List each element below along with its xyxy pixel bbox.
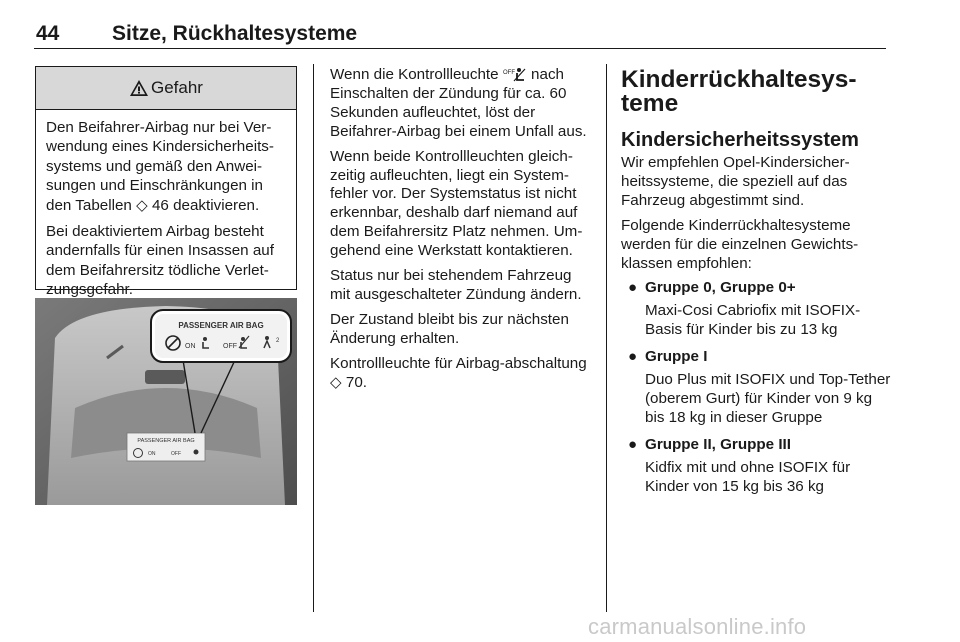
callout-number: 2 bbox=[276, 338, 280, 344]
middle-paragraph-3: Status nur bei stehendem Fahrzeug mit ausgeschalteter Zündung ändern. bbox=[330, 267, 582, 303]
warning-paragraph-2: Bei deaktiviertem Airbag besteht andernfalls für einen Insassen auf dem Beifahrersitz tödliche Verlet-zungsgefahr. bbox=[46, 223, 274, 299]
list-item bbox=[621, 348, 891, 428]
list-item-text: Maxi-Cosi Cabriofix mit ISOFIX-Basis für Kinder bis zu 13 kg bbox=[645, 302, 861, 339]
middle-paragraph-1: Wenn die Kontrollleuchte OFF nach Einschalten der Zündung für ca. 60 Sekunden aufleuchtet, löst der Beifahrer-Airbag bei einem Unfall aus. bbox=[330, 66, 587, 140]
bullet-icon: ● bbox=[628, 435, 638, 453]
bullet-icon: ● bbox=[628, 279, 638, 297]
panel-on: ON bbox=[148, 451, 156, 457]
warning-triangle-icon bbox=[129, 79, 149, 97]
airbag-indicator-photo bbox=[35, 298, 297, 505]
warning-title: Gefahr bbox=[151, 78, 203, 97]
panel-title: PASSENGER AIR BAG bbox=[137, 438, 195, 444]
callout-on: ON bbox=[185, 343, 196, 350]
heading-child-safety-system: Kindersicherheitssystem bbox=[621, 129, 859, 151]
list-item bbox=[621, 279, 891, 340]
list-item-title: Gruppe I bbox=[645, 348, 708, 366]
airbag-off-indicator-icon bbox=[503, 67, 527, 82]
warning-header bbox=[36, 67, 296, 110]
right-paragraph-1: Wir empfehlen Opel-Kindersicher-heitssysteme, die speziell auf das Fahrzeug abgestimmt sind. bbox=[621, 154, 850, 209]
page-header bbox=[34, 14, 886, 49]
middle-paragraph-4: Der Zustand bleibt bis zur nächsten Änderung erhalten. bbox=[330, 310, 569, 347]
callout-off: OFF bbox=[223, 343, 237, 350]
right-paragraph-2: Folgende Kinderrückhaltesysteme werden für die einzelnen Gewichts-klassen empfohlen: bbox=[621, 216, 859, 272]
panel-off: OFF bbox=[171, 451, 181, 457]
column-divider-right bbox=[606, 64, 607, 612]
svg-text:OFF: OFF bbox=[502, 70, 515, 77]
section-title: Sitze, Rückhaltesysteme bbox=[112, 22, 358, 45]
middle-paragraph-2: Wenn beide Kontrollleuchten gleich-zeitig aufleuchten, liegt ein System-fehler vor. Der Systemstatus ist nicht erkennbar, deshalb darf niemand auf dem Beifahrersitz Platz nehmen. Um-gehend eine Werkstatt kontaktieren. bbox=[330, 147, 583, 260]
middle-paragraph-5: Kontrollleuchte für Airbag-abschaltung ◇ 70. bbox=[330, 354, 587, 391]
list-item-text: Duo Plus mit ISOFIX und Top-Tether (oberem Gurt) für Kinder von 9 kg bis 18 kg in dieser Gruppe bbox=[645, 371, 891, 426]
warning-body bbox=[36, 110, 296, 300]
bullet-icon: ● bbox=[628, 348, 638, 366]
list-item bbox=[621, 436, 891, 497]
warning-paragraph-1: Den Beifahrer-Airbag nur bei Ver-wendung eines Kindersicherheits-systems und gemäß den Anwei-sungen und Einschränkungen in den Tabellen ◇ 46 deaktivieren. bbox=[46, 119, 274, 214]
callout-title: PASSENGER AIR BAG bbox=[178, 321, 264, 330]
list-item-title: Gruppe 0, Gruppe 0+ bbox=[645, 279, 796, 297]
middle-column bbox=[330, 66, 594, 399]
heading-child-restraint-systems: Kinderrückhaltesys-teme bbox=[621, 66, 857, 117]
right-column bbox=[621, 66, 891, 505]
column-divider-left bbox=[313, 64, 314, 612]
list-item-text: Kidfix mit und ohne ISOFIX für Kinder von 15 kg bis 36 kg bbox=[645, 458, 851, 495]
watermark-link[interactable]: carmanualsonline.info bbox=[588, 614, 807, 639]
page-number: 44 bbox=[36, 22, 60, 45]
list-item-title: Gruppe II, Gruppe III bbox=[645, 435, 791, 453]
danger-warning-box bbox=[35, 66, 297, 299]
